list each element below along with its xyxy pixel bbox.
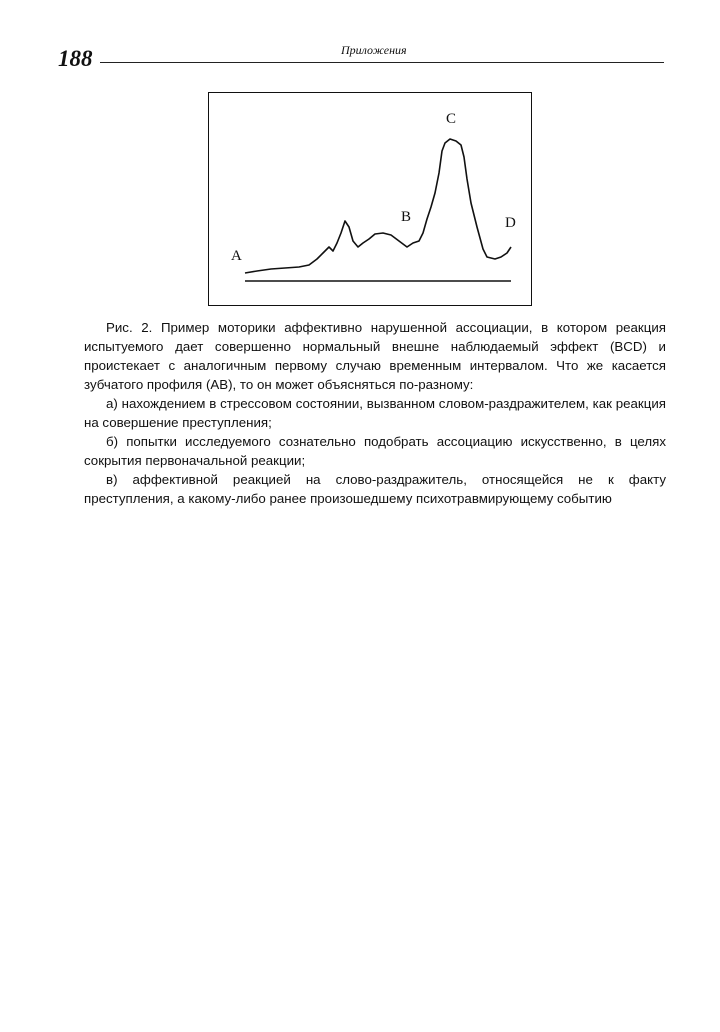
label-c: C <box>446 111 457 127</box>
section-title: Приложения <box>341 43 407 57</box>
figure-caption: Рис. 2. Пример моторики аффективно нарушенной ассоциации, в котором реакция испытуемого дает совершенно нормальный внешне наблюдаемый эффект (BCD) и проистекает с аналогичным первому случаю временным интервалом. Что же касается зубчатого профиля (AB), то он может объясняться по-разному: <box>84 320 666 392</box>
figure-drawing <box>209 93 533 307</box>
label-b: B <box>401 209 412 225</box>
page-number: 188 <box>58 46 93 71</box>
figure-frame <box>208 92 532 306</box>
body-text <box>84 318 666 508</box>
motor-curve <box>245 139 511 273</box>
list-item: б) попытки исследуемого сознательно подобрать ассоциацию искусственно, в целях сокрытия первоначальной реакции; <box>84 434 666 468</box>
list-item: в) аффективной реакцией на слово-раздражитель, относящейся не к факту преступления, а какому-либо ранее произошедшему психотравмирующему событию <box>84 472 666 506</box>
label-d: D <box>505 215 516 231</box>
label-a: A <box>231 248 242 264</box>
header-rule <box>100 62 664 63</box>
list-item: а) нахождением в стрессовом состоянии, вызванном словом-раздражителем, как реакция на совершение преступления; <box>84 396 666 430</box>
